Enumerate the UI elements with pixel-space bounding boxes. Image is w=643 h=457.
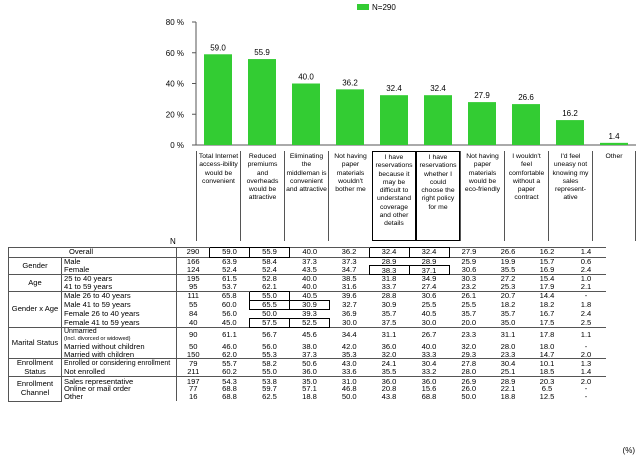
category-label: I wouldn't feel comfortable without a paper contract bbox=[504, 151, 548, 241]
value-cell: 54.3 bbox=[210, 377, 250, 385]
value-cell: 31.1 bbox=[489, 327, 528, 343]
value-cell: 26.1 bbox=[449, 292, 489, 301]
chart-legend bbox=[357, 3, 396, 12]
value-cell: 40.0 bbox=[290, 248, 330, 258]
value-cell: 17.9 bbox=[539, 282, 555, 292]
value-cell: 53.7 bbox=[222, 282, 237, 292]
breakdown-table bbox=[8, 247, 606, 402]
n-cell: 16 bbox=[177, 393, 210, 401]
bar bbox=[512, 104, 540, 145]
legend-label: N=290 bbox=[372, 3, 396, 12]
value-cell: 14.7 bbox=[539, 349, 555, 359]
bar bbox=[468, 102, 496, 145]
value-cell: 20.7 bbox=[489, 292, 528, 301]
table-row bbox=[9, 309, 606, 318]
value-cell: 6.5 bbox=[541, 384, 553, 394]
value-cell: 38.3 bbox=[369, 266, 409, 275]
value-cell: 43.5 bbox=[302, 265, 317, 275]
value-cell: - bbox=[567, 292, 606, 301]
value-cell: 30.6 bbox=[461, 265, 477, 275]
table-row bbox=[9, 318, 606, 327]
value-cell: 40.0 bbox=[302, 282, 317, 292]
value-cell: 31.1 bbox=[369, 327, 409, 343]
value-cell: 37.3 bbox=[290, 257, 330, 266]
value-cell: 30.0 bbox=[421, 317, 437, 327]
value-cell: 2.0 bbox=[567, 377, 606, 385]
value-cell: 33.6 bbox=[341, 367, 357, 377]
value-cell: 40.0 bbox=[290, 275, 330, 283]
value-cell: 16.7 bbox=[539, 308, 555, 318]
bar bbox=[424, 95, 452, 145]
value-cell: 28.9 bbox=[489, 377, 528, 385]
value-cell: 1.8 bbox=[580, 300, 592, 310]
value-cell: 59.0 bbox=[210, 248, 250, 258]
value-cell: 30.4 bbox=[409, 359, 449, 368]
value-cell: 52.8 bbox=[250, 275, 290, 283]
bar-value-label: 27.9 bbox=[474, 91, 490, 101]
table-row bbox=[9, 351, 606, 359]
row-label: Enrolled or considering enrollment bbox=[62, 359, 177, 368]
value-cell: 50.6 bbox=[290, 359, 330, 368]
bar bbox=[556, 120, 584, 145]
value-cell: 22.1 bbox=[500, 384, 516, 394]
value-cell: 68.8 bbox=[222, 392, 237, 402]
value-cell: 2.1 bbox=[580, 282, 592, 292]
value-cell: 23.3 bbox=[500, 349, 516, 359]
value-cell: 32.4 bbox=[369, 248, 409, 258]
value-cell: 37.3 bbox=[330, 257, 370, 266]
value-cell: 63.9 bbox=[210, 257, 250, 266]
value-cell: 55.0 bbox=[262, 367, 277, 377]
value-cell: 12.5 bbox=[539, 392, 555, 402]
value-cell: 33.2 bbox=[421, 367, 437, 377]
value-cell: 36.0 bbox=[369, 377, 409, 385]
row-label: Female 41 to 59 years bbox=[62, 318, 177, 327]
value-cell: 52.4 bbox=[222, 265, 237, 275]
value-cell: 20.3 bbox=[528, 377, 567, 385]
value-cell: 55.9 bbox=[250, 248, 290, 258]
value-cell: - bbox=[584, 341, 588, 351]
value-cell: 19.9 bbox=[489, 257, 528, 266]
n-cell: 211 bbox=[177, 368, 210, 377]
bar bbox=[380, 95, 408, 145]
category-label: Not having paper materials would be eco-friendly bbox=[460, 151, 504, 241]
value-cell: 28.9 bbox=[409, 257, 449, 266]
table-row bbox=[9, 393, 606, 401]
group-label: Enrollment Channel bbox=[9, 377, 62, 401]
value-cell: 26.7 bbox=[409, 327, 449, 343]
value-cell: 28.0 bbox=[500, 341, 516, 351]
value-cell: 55.7 bbox=[210, 359, 250, 368]
value-cell: 26.6 bbox=[489, 248, 528, 258]
value-cell: 20.0 bbox=[461, 317, 477, 327]
category-label: Eliminating the middleman is convenient and attractive bbox=[284, 151, 328, 241]
value-cell: 59.7 bbox=[262, 384, 277, 394]
value-cell: 30.9 bbox=[381, 300, 397, 310]
value-cell: 36.2 bbox=[330, 248, 370, 258]
table-row bbox=[9, 248, 606, 258]
value-cell: 16.9 bbox=[539, 265, 555, 275]
value-cell: 62.0 bbox=[222, 349, 237, 359]
group-label: Age bbox=[9, 275, 62, 292]
value-cell: 30.4 bbox=[489, 359, 528, 368]
category-label: Not having paper materials wouldn't bother me bbox=[328, 151, 372, 241]
value-cell: 14.4 bbox=[528, 292, 567, 301]
row-label-main: Unmarried bbox=[64, 327, 97, 335]
bar-value-label: 32.4 bbox=[430, 84, 446, 94]
n-cell: 166 bbox=[177, 257, 210, 266]
value-cell: 42.0 bbox=[341, 341, 357, 351]
n-cell: 95 bbox=[177, 283, 210, 291]
row-label: 25 to 40 years bbox=[62, 275, 177, 283]
value-cell: 35.0 bbox=[290, 377, 330, 385]
n-cell: 124 bbox=[177, 266, 210, 275]
value-cell: 43.8 bbox=[381, 392, 397, 402]
bar bbox=[336, 89, 364, 145]
value-cell: 15.4 bbox=[528, 275, 567, 283]
n-column-header: N bbox=[170, 237, 176, 246]
bar bbox=[600, 143, 628, 145]
value-cell: - bbox=[584, 384, 588, 394]
table-row bbox=[9, 327, 606, 343]
value-cell: 1.4 bbox=[567, 248, 606, 258]
row-label: Married without children bbox=[62, 343, 177, 351]
group-label: Marital Status bbox=[9, 327, 62, 359]
value-cell: 61.1 bbox=[210, 327, 250, 343]
value-cell: 53.8 bbox=[250, 377, 290, 385]
value-cell: 23.3 bbox=[449, 327, 489, 343]
value-cell: 35.0 bbox=[500, 317, 516, 327]
value-cell: 37.5 bbox=[381, 317, 397, 327]
value-cell: 39.6 bbox=[330, 292, 370, 301]
value-cell: 29.3 bbox=[461, 349, 477, 359]
value-cell: 0.6 bbox=[567, 257, 606, 266]
value-cell: 38.5 bbox=[330, 275, 370, 283]
row-label: Female bbox=[62, 266, 177, 275]
value-cell: 32.7 bbox=[342, 300, 357, 310]
value-cell: 40.0 bbox=[421, 341, 437, 351]
category-label: I'd feel uneasy not knowing my sales represent-ative bbox=[548, 151, 592, 241]
row-label: 41 to 59 years bbox=[62, 283, 177, 291]
group-label: Enrollment Status bbox=[9, 359, 62, 377]
value-cell: 56.7 bbox=[250, 327, 290, 343]
row-label-note: (Incl. divorced or widowed) bbox=[64, 335, 131, 342]
value-cell: 23.2 bbox=[461, 282, 477, 292]
table-row bbox=[9, 368, 606, 377]
value-cell: 35.5 bbox=[500, 265, 516, 275]
bar bbox=[292, 84, 320, 146]
value-cell: 2.4 bbox=[580, 265, 592, 275]
y-tick-label: 40 % bbox=[165, 79, 184, 89]
value-cell: 45.0 bbox=[221, 317, 237, 327]
value-cell: 25.3 bbox=[500, 282, 516, 292]
value-cell: 34.9 bbox=[409, 275, 449, 283]
value-cell: 28.8 bbox=[369, 292, 409, 301]
value-cell: 16.2 bbox=[528, 248, 567, 258]
value-cell: 32.0 bbox=[381, 349, 397, 359]
row-label: Male 41 to 59 years bbox=[62, 300, 177, 309]
value-cell: 35.7 bbox=[381, 308, 397, 318]
value-cell: 28.9 bbox=[369, 257, 409, 266]
bar-value-label: 16.2 bbox=[562, 109, 578, 119]
n-cell: 55 bbox=[177, 300, 210, 309]
value-cell: 34.7 bbox=[341, 265, 357, 275]
value-cell: 35.7 bbox=[500, 308, 516, 318]
value-cell: 18.5 bbox=[539, 367, 555, 377]
value-cell: 46.0 bbox=[222, 341, 237, 351]
value-cell: 1.4 bbox=[580, 367, 592, 377]
value-cell: 36.0 bbox=[409, 377, 449, 385]
value-cell: 31.8 bbox=[369, 275, 409, 283]
value-cell: 36.0 bbox=[381, 341, 397, 351]
value-cell: 56.0 bbox=[262, 341, 277, 351]
value-cell: 40.5 bbox=[421, 308, 437, 318]
value-cell: 55.0 bbox=[250, 292, 290, 301]
value-cell: 35.5 bbox=[381, 367, 397, 377]
value-cell: 60.0 bbox=[221, 300, 237, 310]
row-label: Other bbox=[62, 393, 177, 401]
value-cell: 27.9 bbox=[449, 248, 489, 258]
value-cell: 27.2 bbox=[489, 275, 528, 283]
value-cell: 18.2 bbox=[539, 300, 555, 310]
value-cell: 34.4 bbox=[330, 327, 370, 343]
row-label: Sales representative bbox=[62, 377, 177, 385]
value-cell: 68.8 bbox=[222, 384, 237, 394]
row-label: Female 26 to 40 years bbox=[62, 309, 177, 318]
n-cell: 77 bbox=[177, 385, 210, 393]
value-cell: 18.2 bbox=[500, 300, 516, 310]
value-cell: 65.5 bbox=[250, 300, 290, 309]
n-cell: 40 bbox=[177, 318, 210, 327]
category-label: Total Internet access-ibility would be convenient bbox=[196, 151, 240, 241]
value-cell: 24.1 bbox=[369, 359, 409, 368]
value-cell: 58.4 bbox=[250, 257, 290, 266]
value-cell: 17.5 bbox=[539, 317, 555, 327]
unit-label: (%) bbox=[622, 446, 635, 455]
category-label: I have reservations because it may be difficult to understand coverage and other details bbox=[372, 151, 416, 241]
value-cell: 38.0 bbox=[302, 341, 317, 351]
bar bbox=[204, 54, 232, 145]
y-tick-label: 60 % bbox=[165, 48, 184, 58]
y-tick-label: 80 % bbox=[165, 18, 184, 27]
value-cell: 30.0 bbox=[342, 317, 357, 327]
value-cell: 61.5 bbox=[210, 275, 250, 283]
group-label: Gender bbox=[9, 257, 62, 275]
value-cell: 31.6 bbox=[341, 282, 357, 292]
category-label: Other bbox=[592, 151, 636, 241]
value-cell: 65.8 bbox=[210, 292, 250, 301]
y-tick-label: 0 % bbox=[170, 141, 184, 150]
value-cell: 2.0 bbox=[580, 349, 592, 359]
value-cell: 37.1 bbox=[409, 266, 449, 275]
value-cell: 60.2 bbox=[222, 367, 237, 377]
value-cell: 18.0 bbox=[539, 341, 555, 351]
value-cell: 35.3 bbox=[341, 349, 357, 359]
value-cell: 18.8 bbox=[302, 392, 317, 402]
value-cell: 33.3 bbox=[421, 349, 437, 359]
bar-value-label: 55.9 bbox=[254, 48, 270, 58]
n-cell: 195 bbox=[177, 275, 210, 283]
n-cell: 84 bbox=[177, 309, 210, 318]
value-cell: 36.0 bbox=[302, 367, 317, 377]
value-cell: 50.0 bbox=[461, 392, 477, 402]
n-cell: 50 bbox=[177, 343, 210, 351]
legend-swatch bbox=[357, 4, 369, 10]
group-label: Gender x Age bbox=[9, 292, 62, 328]
value-cell: 46.8 bbox=[341, 384, 357, 394]
value-cell: 1.1 bbox=[567, 327, 606, 343]
value-cell: 25.1 bbox=[500, 367, 516, 377]
n-cell: 150 bbox=[177, 351, 210, 359]
value-cell: 32.0 bbox=[461, 341, 477, 351]
value-cell: 2.5 bbox=[580, 317, 592, 327]
value-cell: 15.6 bbox=[421, 384, 437, 394]
value-cell: 10.1 bbox=[528, 359, 567, 368]
n-cell: 111 bbox=[177, 292, 210, 301]
value-cell: 30.3 bbox=[449, 275, 489, 283]
row-label: Online or mail order bbox=[62, 385, 177, 393]
value-cell: 20.8 bbox=[381, 384, 397, 394]
bar-value-label: 32.4 bbox=[386, 84, 402, 94]
value-cell: 57.1 bbox=[302, 384, 317, 394]
value-cell: 27.4 bbox=[421, 282, 437, 292]
bar-value-label: 26.6 bbox=[518, 93, 534, 103]
value-cell: 17.8 bbox=[528, 327, 567, 343]
bar-value-label: 1.4 bbox=[608, 131, 620, 141]
value-cell: 55.3 bbox=[262, 349, 277, 359]
value-cell: 31.0 bbox=[330, 377, 370, 385]
value-cell: 33.7 bbox=[381, 282, 397, 292]
value-cell: 30.6 bbox=[409, 292, 449, 301]
bar-value-label: 40.0 bbox=[298, 72, 314, 82]
row-label: Married with children bbox=[62, 351, 177, 359]
row-label: Overall bbox=[9, 248, 177, 258]
value-cell: 62.5 bbox=[262, 392, 277, 402]
value-cell: 43.0 bbox=[330, 359, 370, 368]
row-label: Male bbox=[62, 257, 177, 266]
value-cell: 35.7 bbox=[461, 308, 477, 318]
n-cell: 290 bbox=[177, 248, 210, 258]
bar-value-label: 36.2 bbox=[342, 78, 358, 88]
category-label: I have reservations whether I could choose the right policy for me bbox=[416, 151, 460, 241]
value-cell: 32.4 bbox=[409, 248, 449, 258]
value-cell: 18.8 bbox=[500, 392, 516, 402]
n-cell: 79 bbox=[177, 359, 210, 368]
value-cell: 1.3 bbox=[567, 359, 606, 368]
value-cell: 57.5 bbox=[250, 318, 290, 327]
value-cell: 52.5 bbox=[290, 318, 330, 327]
value-cell: 27.8 bbox=[449, 359, 489, 368]
value-cell: 26.9 bbox=[449, 377, 489, 385]
value-cell: 25.5 bbox=[421, 300, 437, 310]
value-cell: 45.6 bbox=[290, 327, 330, 343]
bar-chart bbox=[0, 0, 643, 152]
value-cell: 2.4 bbox=[580, 308, 592, 318]
bar-value-label: 59.0 bbox=[210, 43, 226, 53]
y-tick-label: 20 % bbox=[165, 110, 184, 120]
value-cell: 50.0 bbox=[341, 392, 357, 402]
n-cell: 90 bbox=[177, 327, 210, 343]
value-cell: 50.0 bbox=[262, 308, 277, 318]
value-cell: 58.2 bbox=[250, 359, 290, 368]
value-cell: 40.5 bbox=[290, 292, 330, 301]
value-cell: 56.0 bbox=[222, 308, 237, 318]
bar bbox=[248, 59, 276, 145]
value-cell: 62.1 bbox=[262, 282, 277, 292]
value-cell: 37.3 bbox=[302, 349, 317, 359]
row-label bbox=[62, 327, 177, 343]
value-cell: 26.0 bbox=[461, 384, 477, 394]
category-label: Reduced premiums and overheads would be attractive bbox=[240, 151, 284, 241]
row-label: Not enrolled bbox=[62, 368, 177, 377]
value-cell: - bbox=[584, 392, 588, 402]
value-cell: 28.0 bbox=[461, 367, 477, 377]
value-cell: 1.0 bbox=[567, 275, 606, 283]
n-cell: 197 bbox=[177, 377, 210, 385]
value-cell: 25.9 bbox=[449, 257, 489, 266]
value-cell: 68.8 bbox=[421, 392, 437, 402]
value-cell: 30.9 bbox=[290, 300, 330, 309]
value-cell: 39.3 bbox=[302, 308, 317, 318]
value-cell: 15.7 bbox=[528, 257, 567, 266]
table-row bbox=[9, 300, 606, 309]
row-label: Male 26 to 40 years bbox=[62, 292, 177, 301]
value-cell: 25.5 bbox=[461, 300, 477, 310]
value-cell: 52.4 bbox=[262, 265, 277, 275]
value-cell: 36.9 bbox=[341, 308, 357, 318]
